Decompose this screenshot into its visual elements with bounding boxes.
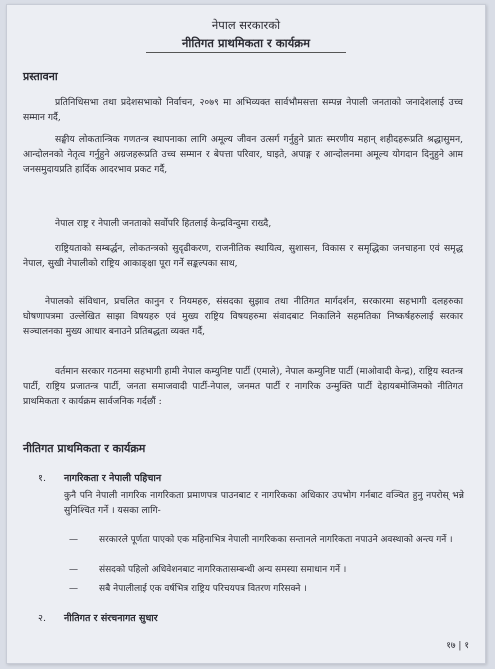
section-2-title: नीतिगत र संरचनागत सुधार: [64, 613, 158, 624]
section-2-heading: [38, 611, 158, 624]
section-1-number: १.: [38, 473, 46, 484]
policy-title: नीतिगत प्राथमिकता र कार्यक्रम: [23, 442, 146, 455]
preamble-title: प्रस्तावना: [23, 70, 58, 83]
section-1-bullet-3: [69, 582, 464, 596]
preamble-paragraph-2: सङ्घीय लोकतान्त्रिक गणतन्त्र स्थापनाका लागि अमूल्य जीवन उत्सर्ग गर्नुहुने प्रातः स्मरणीय महान् शहीदहरूप्रति श्रद्धासुमन, आन्दोलनको नेतृत्व गर्नुहुने अग्रजहरूप्रति उच्च सम्मान र बेपत्ता परिवार, घाइते, अपाङ्ग र आन्दोलनमा अमूल्य योगदान दिनुहुने आम जनसमुदायप्रति हार्दिक आदरभाव प्रकट गर्दै,: [23, 134, 463, 175]
header-government: नेपाल सरकारको: [211, 18, 281, 32]
bullet-text: सरकारले पूर्णता पाएको एक महिनाभित्र नेपाली नागरिकका सन्तानले नागरिकता नपाउने अवस्थाको अन्त्य गर्ने ।: [99, 535, 453, 545]
bullet-text: सबै नेपालीलाई एक वर्षभित्र राष्ट्रिय परिचयपत्र वितरण गरिसक्ने ।: [99, 584, 307, 594]
section-1-heading: [38, 471, 161, 484]
preamble-paragraph-4: राष्ट्रियताको सम्बर्द्धन, लोकतन्त्रको सुदृढीकरण, राजनीतिक स्थायित्व, सुशासन, विकास र समृद्धिका जनचाहना एवं समृद्ध नेपाल, सुखी नेपालीको राष्ट्रिय आकाङ्क्षा पूरा गर्ने सङ्कल्पका साथ,: [23, 243, 463, 269]
section-1-intro: कुनै पनि नेपाली नागरिक नागरिकता प्रमाणपत्र पाउनबाट र नागरिकका अधिकार उपभोग गर्नबाट वञ्चित हुनु नपरोस् भन्ने सुनिश्चित गर्ने । यसका लागि-: [64, 490, 464, 516]
preamble-paragraph-3: नेपाल राष्ट्र र नेपाली जनताको सर्वोपरि हितलाई केन्द्रविन्दुमा राख्दै,: [55, 218, 272, 229]
bullet-dash: —: [69, 584, 78, 594]
document-page: [6, 4, 486, 664]
preamble-paragraph-5: नेपालको संविधान, प्रचलित कानुन र नियमहरु, संसदका सुझाव तथा नीतिगत मार्गदर्शन, सरकारमा सहभागी दलहरुका घोषणापत्रमा उल्लेखित साझा विषयहरु एवं मुख्य राष्ट्रिय विषयहरुमा संवादबाट निकालिने सहमतिका निष्कर्षहरुलाई सरकार सञ्चालनका मुख्य आधार बनाउने प्रतिबद्धता व्यक्त गर्दै,: [23, 296, 463, 337]
header-underline: [146, 52, 346, 53]
bullet-text: संसदको पहिलो अधिवेशनबाट नागरिकतासम्बन्धी अन्य समस्या समाधान गर्ने ।: [99, 565, 347, 575]
section-1-bullet-2: [69, 563, 464, 577]
section-1-title: नागरिकता र नेपाली पहिचान: [64, 473, 162, 484]
bullet-dash: —: [69, 535, 78, 545]
bullet-dash: —: [69, 565, 78, 575]
header-title: नीतिगत प्राथमिकता र कार्यक्रम: [182, 36, 310, 50]
preamble-paragraph-6: वर्तमान सरकार गठनमा सहभागी हामी नेपाल कम्युनिष्ट पार्टी (एमाले), नेपाल कम्युनिष्ट पार्टी (माओवादी केन्द्र), राष्ट्रिय स्वतन्त्र पार्टी, राष्ट्रिय प्रजातन्त्र पार्टी, जनता समाजवादी पार्टी-नेपाल, जनमत पार्टी र नागरिक उन्मुक्ति पार्टी देहायबमोजिमको नीतिगत प्राथमिकता र कार्यक्रम सार्वजनिक गर्दछौं :: [23, 366, 463, 407]
page-number: १७ | १: [446, 641, 469, 651]
preamble-paragraph-1: प्रतिनिधिसभा तथा प्रदेशसभाको निर्वाचन, २०७९ मा अभिव्यक्त सार्वभौमसत्ता सम्पन्न नेपाली जनताको जनादेशलाई उच्च सम्मान गर्दै,: [23, 97, 463, 123]
section-1-bullet-1: [69, 533, 464, 547]
section-2-number: २.: [38, 613, 46, 624]
